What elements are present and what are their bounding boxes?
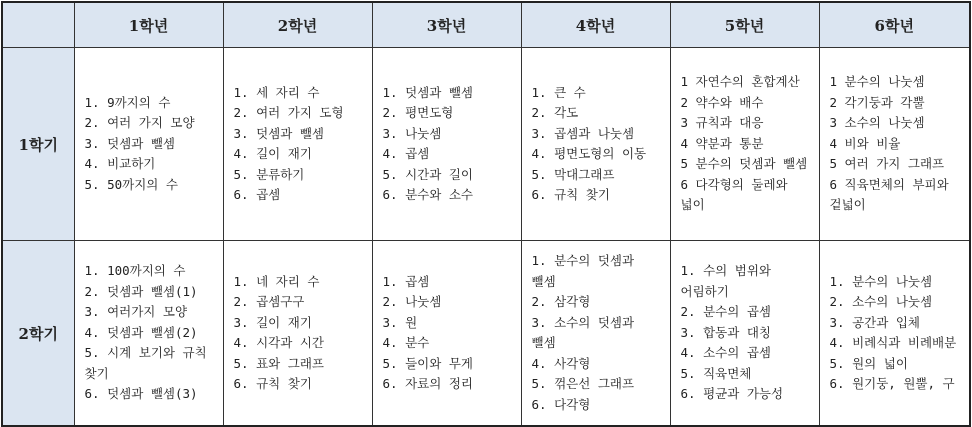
semester-row-2	[2, 241, 970, 427]
topic-list	[373, 272, 521, 395]
topic-item: 2. 각도	[531, 105, 579, 120]
topic-item: 2. 분수의 곱셈	[680, 304, 771, 320]
topic-item: 6 다각형의 둘레와 넓이	[680, 176, 788, 213]
topic-item: 2 약수와 배수	[680, 94, 764, 110]
topic-item: 4. 시각과 시간	[233, 335, 324, 350]
topic-item: 5. 시계 보기와 규칙 찾기	[84, 345, 207, 381]
topic-item: 5. 분류하기	[233, 166, 305, 182]
topic-list	[820, 272, 970, 395]
semester-label: 1학기	[2, 48, 74, 241]
semester-row-1	[2, 48, 970, 241]
topic-item: 6. 규칙 찾기	[531, 187, 610, 202]
topic-item: 4. 사각형	[531, 355, 591, 371]
topic-item: 3 소수의 나눗셈	[829, 115, 925, 131]
topic-item: 3. 여러가지 모양	[84, 304, 188, 320]
topic-item: 5. 표와 그래프	[233, 355, 324, 371]
topic-item: 3. 길이 재기	[233, 314, 312, 330]
topic-item: 3. 공간과 입체	[829, 314, 920, 330]
topic-list	[75, 261, 223, 405]
topic-item: 6 직육면체의 부피와 겉넓이	[829, 176, 949, 213]
topic-item: 3 규칙과 대응	[680, 115, 764, 131]
topic-list	[522, 83, 670, 206]
topic-item: 1. 수의 범위와 어림하기	[680, 263, 771, 299]
topic-item: 4. 소수의 곱셈	[680, 345, 771, 361]
topic-item: 4. 비례식과 비례배분	[829, 335, 957, 350]
topic-item: 4. 비교하기	[84, 156, 156, 172]
topic-item: 6. 다각형	[531, 396, 591, 412]
topic-cell	[819, 241, 970, 427]
topic-item: 2. 나눗셈	[382, 294, 442, 309]
topic-cell	[74, 241, 223, 427]
topic-item: 5. 시간과 길이	[382, 166, 473, 182]
topic-item: 1 자연수의 혼합계산	[680, 74, 800, 90]
topic-item: 2. 여러 가지 모양	[84, 115, 195, 131]
topic-item: 2. 삼각형	[531, 294, 591, 309]
topic-item: 3. 소수의 덧셈과 뺄셈	[531, 314, 635, 350]
grade-header-1: 1학년	[74, 2, 223, 48]
topic-cell	[372, 241, 521, 427]
curriculum-table	[1, 1, 971, 427]
topic-item: 6. 원기둥, 원뿔, 구	[829, 376, 955, 391]
topic-list	[522, 251, 670, 415]
topic-item: 3. 덧셈과 뺄셈	[84, 135, 175, 151]
topic-item: 6. 곱셈	[233, 187, 281, 202]
topic-item: 5. 직육면체	[680, 365, 752, 381]
topic-item: 5. 막대그래프	[531, 166, 615, 182]
topic-list	[671, 261, 819, 405]
topic-list	[224, 272, 372, 395]
topic-item: 4. 평면도형의 이동	[531, 146, 647, 161]
topic-item: 1. 네 자리 수	[233, 273, 320, 289]
topic-item: 1. 분수의 나눗셈	[829, 273, 933, 289]
topic-item: 5 분수의 덧셈과 뺄셈	[680, 156, 808, 172]
topic-item: 6. 분수와 소수	[382, 187, 473, 202]
topic-item: 1. 곱셈	[382, 273, 430, 289]
topic-cell	[521, 48, 670, 241]
topic-cell	[372, 48, 521, 241]
semester-label: 2학기	[2, 241, 74, 427]
topic-item: 1. 분수의 덧셈과 뺄셈	[531, 253, 635, 289]
header-row	[2, 2, 970, 48]
topic-item: 6. 규칙 찾기	[233, 376, 312, 391]
topic-item: 5 여러 가지 그래프	[829, 156, 945, 172]
topic-item: 1. 세 자리 수	[233, 84, 320, 100]
topic-item: 5. 들이와 무게	[382, 355, 473, 371]
corner-cell	[2, 2, 74, 48]
topic-cell	[819, 48, 970, 241]
topic-item: 6. 평균과 가능성	[680, 386, 784, 402]
topic-item: 2. 여러 가지 도형	[233, 105, 344, 120]
topic-list	[671, 72, 819, 216]
topic-item: 3. 나눗셈	[382, 125, 442, 141]
topic-cell	[223, 48, 372, 241]
topic-item: 5. 원의 넓이	[829, 355, 908, 371]
topic-cell	[74, 48, 223, 241]
topic-item: 3. 덧셈과 뺄셈	[233, 125, 324, 141]
topic-item: 4. 길이 재기	[233, 146, 312, 161]
grade-header-2: 2학년	[223, 2, 372, 48]
topic-item: 4. 덧셈과 뺄셈(2)	[84, 324, 198, 340]
topic-item: 1. 덧셈과 뺄셈	[382, 84, 473, 100]
topic-item: 3. 곱셈과 나눗셈	[531, 125, 635, 141]
topic-list	[224, 83, 372, 206]
topic-item: 4. 분수	[382, 335, 430, 350]
topic-item: 4 비와 비율	[829, 135, 901, 151]
topic-item: 3. 원	[382, 314, 418, 330]
grade-header-6: 6학년	[819, 2, 970, 48]
grade-header-4: 4학년	[521, 2, 670, 48]
topic-item: 2. 덧셈과 뺄셈(1)	[84, 283, 198, 299]
topic-item: 3. 합동과 대칭	[680, 324, 771, 340]
topic-item: 1. 큰 수	[531, 84, 586, 100]
topic-item: 2. 평면도형	[382, 105, 454, 120]
topic-item: 2. 곱셈구구	[233, 294, 305, 309]
topic-cell	[670, 241, 819, 427]
topic-item: 1. 9까지의 수	[84, 94, 171, 110]
topic-item: 6. 덧셈과 뺄셈(3)	[84, 386, 198, 402]
topic-item: 1 분수의 나눗셈	[829, 74, 925, 90]
topic-item: 2. 소수의 나눗셈	[829, 294, 933, 309]
topic-item: 4 약분과 통분	[680, 135, 764, 151]
topic-item: 4. 곱셈	[382, 146, 430, 161]
topic-item: 6. 자료의 정리	[382, 376, 473, 391]
topic-list	[75, 93, 223, 196]
topic-item: 2 각기둥과 각뿔	[829, 94, 925, 110]
topic-list	[820, 72, 970, 216]
grade-header-3: 3학년	[372, 2, 521, 48]
topic-cell	[670, 48, 819, 241]
topic-item: 5. 꺾은선 그래프	[531, 376, 635, 391]
grade-header-5: 5학년	[670, 2, 819, 48]
topic-list	[373, 83, 521, 206]
topic-cell	[521, 241, 670, 427]
topic-item: 5. 50까지의 수	[84, 176, 178, 192]
topic-cell	[223, 241, 372, 427]
topic-item: 1. 100까지의 수	[84, 263, 186, 279]
